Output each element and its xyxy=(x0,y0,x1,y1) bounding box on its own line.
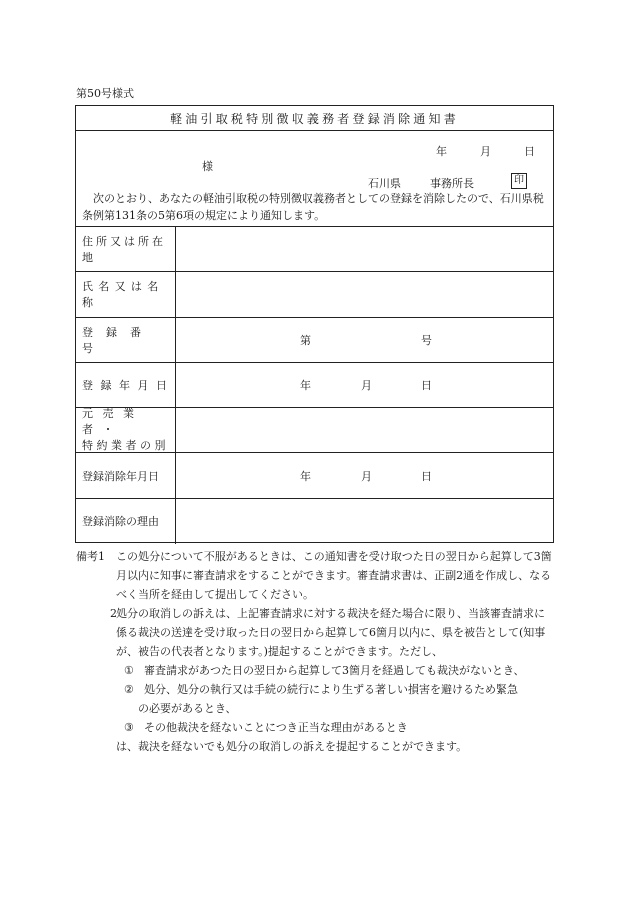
remark-1 xyxy=(76,547,552,604)
cancel-date-day: 日 xyxy=(421,469,432,483)
row-cancel-date xyxy=(76,453,553,498)
row-address xyxy=(76,227,553,272)
value-cancel-reason xyxy=(176,499,553,544)
header-block xyxy=(76,131,553,227)
label-reg-date: 登録年月日 xyxy=(76,363,176,407)
notice-form xyxy=(75,105,554,543)
item-3-text: その他裁決を経ないことにつき正当な理由があるとき xyxy=(144,721,408,734)
value-reg-number xyxy=(176,318,553,362)
remark-2-closing: は、裁決を経ないでも処分の取消しの訴えを提起することができます。 xyxy=(116,740,468,753)
item-1-number: ① xyxy=(124,664,134,677)
value-name xyxy=(176,272,553,316)
remark-2-item-2-continued: の必要があるとき、 xyxy=(138,702,237,715)
remark-1-lead: 備考1 xyxy=(76,550,105,563)
reg-number-suffix: 号 xyxy=(421,333,432,347)
reg-number-prefix: 第 xyxy=(300,333,311,347)
reg-date-month: 月 xyxy=(361,379,372,393)
issue-date xyxy=(436,143,535,159)
cancel-date-year: 年 xyxy=(300,469,311,483)
value-address xyxy=(176,227,553,271)
remark-2-item-2 xyxy=(92,680,552,699)
issuer xyxy=(368,175,474,191)
notice-text: 次のとおり、あなたの軽油引取税の特別徴収義務者としての登録を消除したので、石川県税条例第131条の5第6項の規定により通知します。 xyxy=(82,192,544,222)
row-cancel-reason xyxy=(76,499,553,544)
issuer-prefecture: 石川県 xyxy=(368,177,401,190)
label-reg-number: 登録番号 xyxy=(76,318,176,362)
remark-2-lead: 2 xyxy=(110,607,117,620)
item-2-text: 処分、処分の執行又は手続の続行により生ずる著しい損害を避けるため緊急 xyxy=(144,683,518,696)
issue-day: 日 xyxy=(524,145,535,158)
row-reg-number xyxy=(76,318,553,363)
label-address: 住所又は所在地 xyxy=(76,227,176,271)
form-number: 第50号様式 xyxy=(76,87,134,100)
issue-month: 月 xyxy=(480,145,491,158)
reg-date-year: 年 xyxy=(300,379,311,393)
row-name xyxy=(76,272,553,317)
label-dealer-type-line1: 元売業者・ xyxy=(82,407,144,437)
remark-2-item-3 xyxy=(92,718,552,737)
addressee-honorific: 様 xyxy=(202,160,213,173)
issue-year: 年 xyxy=(436,145,447,158)
item-1-text: 審査請求があつた日の翌日から起算して3箇月を経過しても裁決がないとき、 xyxy=(144,664,525,677)
remark-1-text: この処分について不服があるときは、この通知書を受け取つた日の翌日から起算して3箇月以内に知事に審査請求をすることができます。審査請求書は、正副2通を作成し、なるべく当所を経由して提出してください。 xyxy=(116,550,552,601)
label-name: 氏名又は名称 xyxy=(76,272,176,316)
item-3-number: ③ xyxy=(124,721,134,734)
remark-2-text: 処分の取消しの訴えは、上記審査請求に対する裁決を経た場合に限り、当該審査請求に係る裁決の送達を受け取った日の翌日から起算して6箇月以内に、県を被告として(知事が、被告の代表者となります。)提起することができます。ただし、 xyxy=(116,607,546,658)
value-dealer-type xyxy=(176,408,553,452)
value-reg-date xyxy=(176,363,553,407)
remark-2 xyxy=(92,604,552,661)
label-dealer-type xyxy=(76,408,176,452)
row-dealer-type xyxy=(76,408,553,453)
cancel-date-month: 月 xyxy=(361,469,372,483)
issuer-office: 事務所長 xyxy=(430,177,474,190)
remarks xyxy=(76,547,552,756)
row-reg-date xyxy=(76,363,553,408)
label-cancel-date: 登録消除年月日 xyxy=(76,453,176,497)
label-cancel-reason: 登録消除の理由 xyxy=(76,499,176,544)
remark-2-item-1 xyxy=(92,661,552,680)
form-title: 軽油引取税特別徴収義務者登録消除通知書 xyxy=(76,106,553,131)
item-2-number: ② xyxy=(124,683,134,696)
reg-date-day: 日 xyxy=(421,379,432,393)
seal-mark: 印 xyxy=(511,173,527,189)
value-cancel-date xyxy=(176,453,553,497)
label-dealer-type-line2: 特約業者の別 xyxy=(82,439,169,453)
